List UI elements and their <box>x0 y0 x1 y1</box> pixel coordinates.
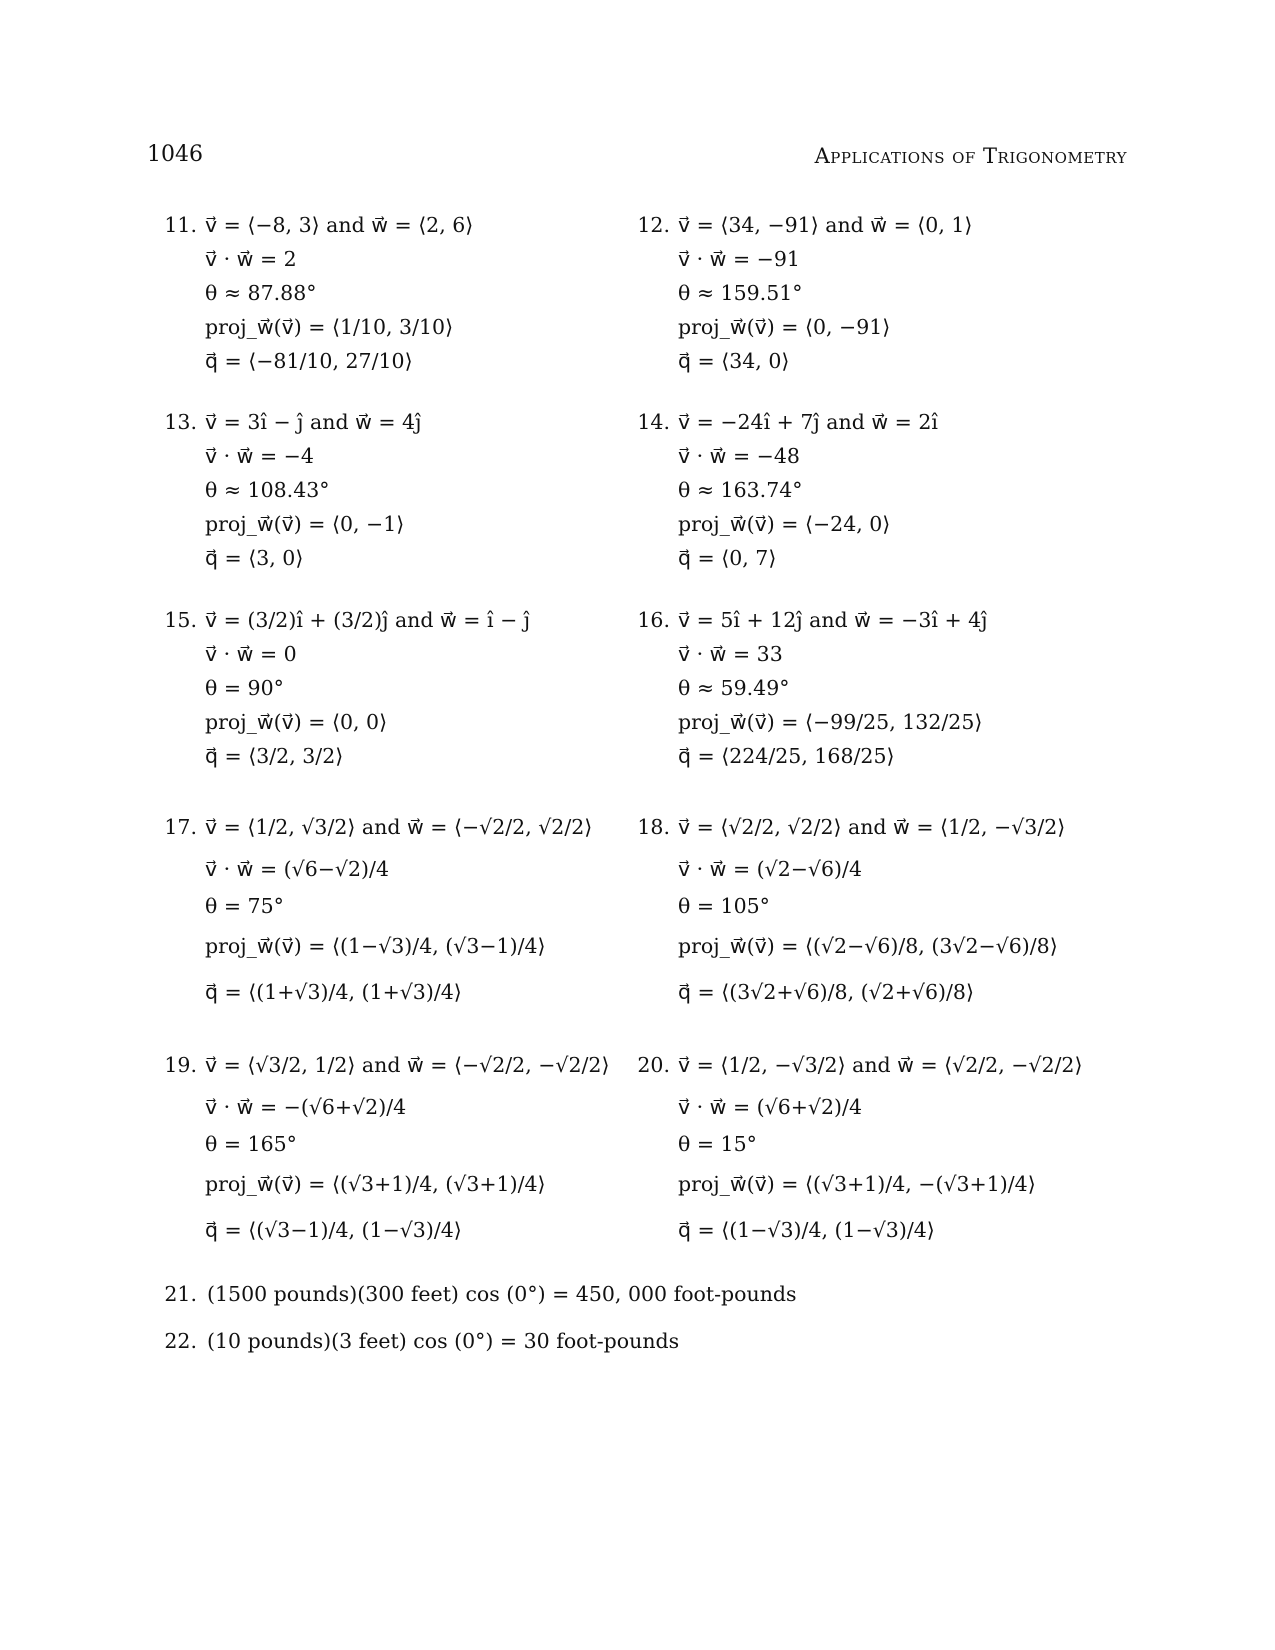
exercise-line: θ = 75° <box>205 894 284 918</box>
exercise-18 <box>637 805 1148 1015</box>
exercise-line: q⃗ = ⟨224/25, 168/25⟩ <box>678 744 895 768</box>
exercise-number: 13. <box>164 410 197 434</box>
exercise-17 <box>164 805 675 1015</box>
exercise-line: (1500 pounds)(300 feet) cos (0°) = 450, 000 foot-pounds <box>207 1282 797 1306</box>
exercise-number: 14. <box>637 410 670 434</box>
exercise-line: q⃗ = ⟨0, 7⟩ <box>678 546 777 570</box>
exercise-line: proj_w⃗(v⃗) = ⟨(√3+1)/4, −(√3+1)/4⟩ <box>678 1172 1036 1196</box>
exercise-line: v⃗ = ⟨1/2, √3/2⟩ and w⃗ = ⟨−√2/2, √2/2⟩ <box>205 815 593 839</box>
exercise-line: proj_w⃗(v⃗) = ⟨(1−√3)/4, (√3−1)/4⟩ <box>205 934 546 958</box>
exercise-number: 15. <box>164 608 197 632</box>
exercise-20 <box>637 1043 1148 1253</box>
exercise-line: proj_w⃗(v⃗) = ⟨0, −1⟩ <box>205 512 405 536</box>
exercise-line: q⃗ = ⟨3/2, 3/2⟩ <box>205 744 344 768</box>
exercise-line: q⃗ = ⟨−81/10, 27/10⟩ <box>205 349 413 373</box>
exercise-line: (10 pounds)(3 feet) cos (0°) = 30 foot-pounds <box>207 1329 680 1353</box>
exercise-22 <box>157 1329 679 1353</box>
exercise-line: v⃗ · w⃗ = 2 <box>205 247 297 271</box>
exercise-line: θ = 90° <box>205 676 284 700</box>
exercise-line: v⃗ = 5î + 12ĵ and w⃗ = −3î + 4ĵ <box>678 608 988 632</box>
exercise-line: θ ≈ 87.88° <box>205 281 317 305</box>
chapter-title: Applications of Trigonometry <box>814 144 1127 168</box>
page-number: 1046 <box>147 142 203 167</box>
exercise-line: q⃗ = ⟨(1+√3)/4, (1+√3)/4⟩ <box>205 980 462 1004</box>
exercise-15 <box>164 603 675 773</box>
exercise-number: 18. <box>637 815 670 839</box>
exercise-line: proj_w⃗(v⃗) = ⟨0, 0⟩ <box>205 710 388 734</box>
exercise-21 <box>157 1282 797 1306</box>
exercise-line: q⃗ = ⟨(1−√3)/4, (1−√3)/4⟩ <box>678 1218 935 1242</box>
exercise-number: 19. <box>164 1053 197 1077</box>
exercise-line: θ ≈ 159.51° <box>678 281 803 305</box>
exercise-line: proj_w⃗(v⃗) = ⟨1/10, 3/10⟩ <box>205 315 454 339</box>
exercise-line: v⃗ · w⃗ = −(√6+√2)/4 <box>205 1095 407 1119</box>
exercise-line: proj_w⃗(v⃗) = ⟨−24, 0⟩ <box>678 512 891 536</box>
exercise-line: v⃗ = (3/2)î + (3/2)ĵ and w⃗ = î − ĵ <box>205 608 531 632</box>
exercise-line: v⃗ · w⃗ = (√2−√6)/4 <box>678 857 862 881</box>
exercise-line: θ = 105° <box>678 894 770 918</box>
exercise-line: θ ≈ 59.49° <box>678 676 790 700</box>
exercise-number: 12. <box>637 213 670 237</box>
exercise-16 <box>637 603 1148 773</box>
exercise-19 <box>164 1043 675 1253</box>
exercise-number: 21. <box>164 1282 197 1306</box>
exercise-line: proj_w⃗(v⃗) = ⟨(√2−√6)/8, (3√2−√6)/8⟩ <box>678 934 1058 958</box>
exercise-number: 17. <box>164 815 197 839</box>
exercise-line: v⃗ · w⃗ = −48 <box>678 444 800 468</box>
exercise-line: proj_w⃗(v⃗) = ⟨−99/25, 132/25⟩ <box>678 710 983 734</box>
exercise-line: θ ≈ 163.74° <box>678 478 803 502</box>
exercise-number: 20. <box>637 1053 670 1077</box>
exercise-number: 22. <box>164 1329 197 1353</box>
exercise-line: v⃗ = ⟨√2/2, √2/2⟩ and w⃗ = ⟨1/2, −√3/2⟩ <box>678 815 1066 839</box>
exercise-line: q⃗ = ⟨3, 0⟩ <box>205 546 304 570</box>
exercise-line: v⃗ = ⟨1/2, −√3/2⟩ and w⃗ = ⟨√2/2, −√2/2⟩ <box>678 1053 1083 1077</box>
exercise-line: v⃗ · w⃗ = (√6−√2)/4 <box>205 857 389 881</box>
exercise-line: v⃗ · w⃗ = 33 <box>678 642 783 666</box>
exercise-line: q⃗ = ⟨(3√2+√6)/8, (√2+√6)/8⟩ <box>678 980 974 1004</box>
exercise-line: v⃗ · w⃗ = 0 <box>205 642 297 666</box>
exercise-line: θ = 165° <box>205 1132 297 1156</box>
exercise-number: 16. <box>637 608 670 632</box>
exercise-line: proj_w⃗(v⃗) = ⟨(√3+1)/4, (√3+1)/4⟩ <box>205 1172 546 1196</box>
exercise-number: 11. <box>164 213 197 237</box>
exercise-line: v⃗ = ⟨√3/2, 1/2⟩ and w⃗ = ⟨−√2/2, −√2/2⟩ <box>205 1053 610 1077</box>
exercise-13 <box>164 405 675 575</box>
exercise-12 <box>637 208 1148 378</box>
exercise-line: q⃗ = ⟨34, 0⟩ <box>678 349 790 373</box>
exercise-line: v⃗ = 3î − ĵ and w⃗ = 4ĵ <box>205 410 422 434</box>
exercise-line: v⃗ = ⟨34, −91⟩ and w⃗ = ⟨0, 1⟩ <box>678 213 973 237</box>
exercise-line: v⃗ · w⃗ = (√6+√2)/4 <box>678 1095 862 1119</box>
exercise-line: v⃗ = −24î + 7ĵ and w⃗ = 2î <box>678 410 938 434</box>
exercise-line: θ = 15° <box>678 1132 757 1156</box>
exercise-line: v⃗ = ⟨−8, 3⟩ and w⃗ = ⟨2, 6⟩ <box>205 213 474 237</box>
exercise-line: proj_w⃗(v⃗) = ⟨0, −91⟩ <box>678 315 891 339</box>
exercise-line: q⃗ = ⟨(√3−1)/4, (1−√3)/4⟩ <box>205 1218 462 1242</box>
exercise-11 <box>164 208 675 378</box>
exercise-14 <box>637 405 1148 575</box>
exercise-line: v⃗ · w⃗ = −91 <box>678 247 800 271</box>
exercise-line: v⃗ · w⃗ = −4 <box>205 444 314 468</box>
exercise-line: θ ≈ 108.43° <box>205 478 330 502</box>
